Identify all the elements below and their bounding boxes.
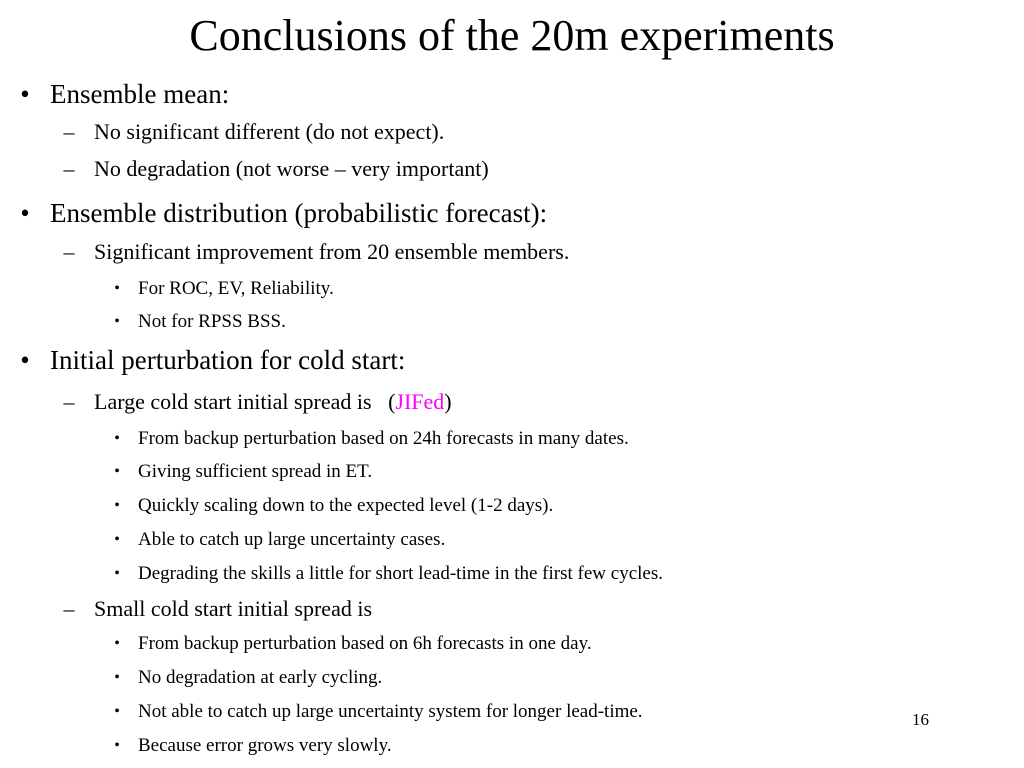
bullet-marker: •	[114, 635, 120, 652]
bullet-marker: •	[114, 531, 120, 548]
bullet-marker: •	[114, 313, 120, 330]
bullet-marker: •	[114, 565, 120, 582]
subsubbullet-text: Not able to catch up large uncertainty system for longer lead-time.	[138, 701, 643, 722]
subsubbullet-text: Degrading the skills a little for short lead-time in the first few cycles.	[138, 563, 663, 584]
slide-number: 16	[912, 710, 929, 729]
bullet-text: Ensemble distribution (probabilistic forecast):	[50, 198, 548, 228]
bullet-marker: •	[114, 463, 120, 480]
subsubbullet-text: For ROC, EV, Reliability.	[138, 278, 334, 299]
subbullet-text: Small cold start initial spread is	[94, 596, 373, 621]
dash-marker: –	[63, 389, 75, 414]
subsubbullet-text: Not for RPSS BSS.	[138, 311, 286, 332]
subsubbullet-text: Quickly scaling down to the expected level (1-2 days).	[138, 495, 554, 516]
bullet-marker: •	[114, 737, 120, 754]
bullet-marker: •	[20, 198, 30, 228]
subsubbullet-text: From backup perturbation based on 24h forecasts in many dates.	[138, 428, 629, 449]
dash-marker: –	[63, 239, 75, 264]
subbullet-text	[94, 388, 452, 416]
large-spread-text: Large cold start initial spread is (	[94, 389, 396, 414]
dash-marker: –	[63, 596, 75, 621]
bullet-marker: •	[114, 497, 120, 514]
slide-title: Conclusions of the 20m experiments	[189, 11, 835, 60]
subbullet-text: Significant improvement from 20 ensemble members.	[94, 239, 570, 264]
dash-marker: –	[63, 119, 75, 144]
closing-paren: )	[444, 389, 452, 414]
bullet-marker: •	[20, 345, 30, 375]
subsubbullet-text: Giving sufficient spread in ET.	[138, 461, 373, 482]
bullet-marker: •	[114, 280, 120, 297]
bullet-text: Ensemble mean:	[50, 79, 230, 109]
subsubbullet-text: Because error grows very slowly.	[138, 735, 392, 756]
dash-marker: –	[63, 156, 75, 181]
subsubbullet-text: No degradation at early cycling.	[138, 667, 383, 688]
bullet-marker: •	[114, 669, 120, 686]
bullet-marker: •	[114, 703, 120, 720]
subsubbullet-text: Able to catch up large uncertainty cases.	[138, 529, 446, 550]
subbullet-text: No degradation (not worse – very important)	[94, 156, 489, 181]
subsubbullet-text: From backup perturbation based on 6h forecasts in one day.	[138, 633, 592, 654]
subbullet-text: No significant different (do not expect).	[94, 119, 445, 144]
bullet-text: Initial perturbation for cold start:	[50, 345, 406, 375]
bullet-marker: •	[114, 430, 120, 447]
bullet-marker: •	[20, 79, 30, 109]
jifed-highlight: JIFed	[395, 389, 445, 414]
